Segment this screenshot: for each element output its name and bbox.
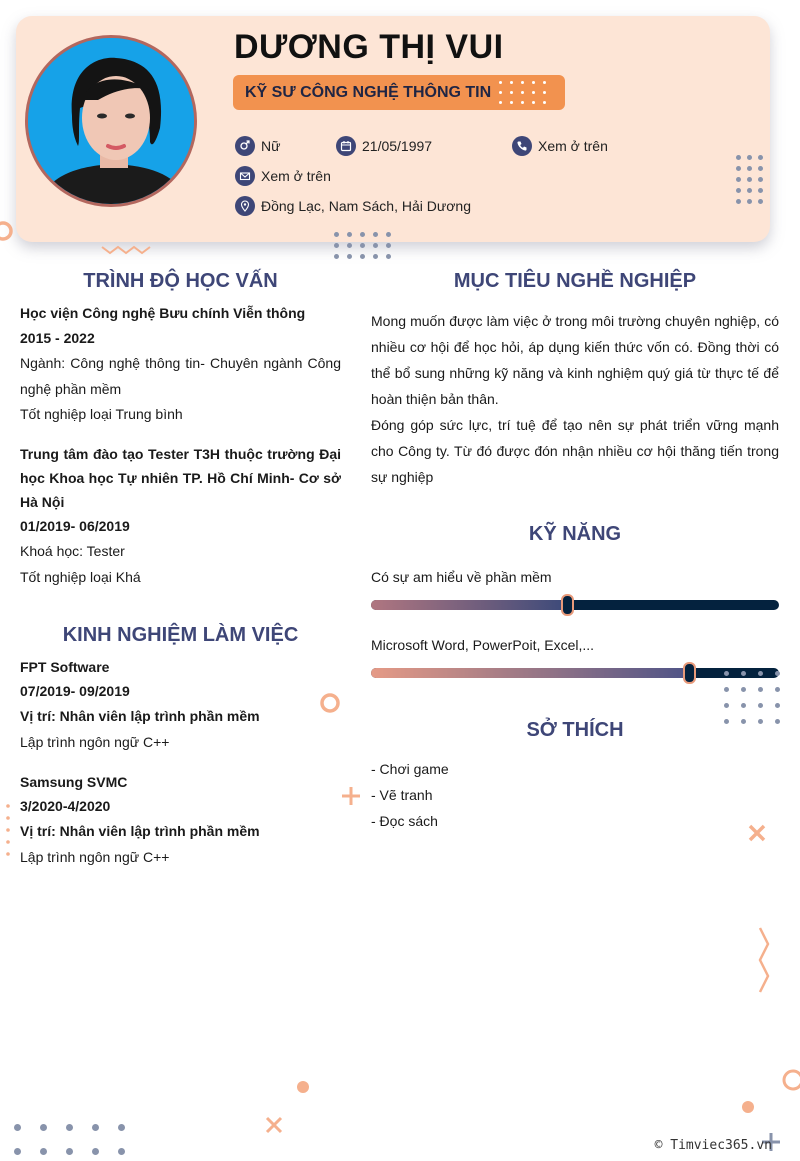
education-result-1: Tốt nghiệp loại Trung bình	[20, 406, 183, 422]
experience-period-1: 07/2019- 09/2019	[20, 683, 130, 699]
objective-heading: MỤC TIÊU NGHỀ NGHIỆP	[453, 270, 697, 292]
objective-paragraph-1: Mong muốn được làm việc ở trong môi trường chuyên nghiệp, có nhiều cơ hội để học hỏi, áp dụng kiến thức vốn có. Đồng thời có thể bổ sung những kỹ năng và kinh nghiệm quý giá từ thực tế để hoàn thiện bản thân.	[371, 313, 779, 407]
hobby-item-2: - Vẽ tranh	[371, 787, 433, 803]
education-result-2: Tốt nghiệp loại Khá	[20, 569, 141, 585]
education-school-2: Trung tâm đào tạo Tester T3H thuộc trường Đại học Khoa học Tự nhiên TP. Hồ Chí Minh- Cơ sở Hà Nội	[20, 446, 341, 510]
phone-value: Xem ở trên	[538, 138, 608, 154]
experience-company-1: FPT Software	[20, 659, 110, 675]
education-period-2: 01/2019- 06/2019	[20, 518, 130, 534]
experience-position-2: Vị trí: Nhân viên lập trình phần mềm	[20, 823, 260, 839]
email-value: Xem ở trên	[261, 168, 331, 184]
candidate-name: DƯƠNG THỊ VUI	[234, 28, 504, 66]
skills-heading: KỸ NĂNG	[528, 523, 622, 545]
hobbies-heading: SỞ THÍCH	[526, 719, 624, 741]
hobby-item-3: - Đọc sách	[371, 813, 438, 829]
skill-label-2: Microsoft Word, PowerPoit, Excel,...	[371, 637, 595, 653]
education-major-2: Khoá học: Tester	[20, 543, 125, 559]
experience-position-1: Vị trí: Nhân viên lập trình phần mềm	[20, 708, 260, 724]
objective-paragraph-2: Đóng góp sức lực, trí tuệ để tạo nên sự phát triển vững mạnh cho Công ty. Từ đó được đón nhận nhiều cơ hội thăng tiến trong sự nghiệp	[371, 417, 779, 485]
experience-description-1: Lập trình ngôn ngữ C++	[20, 734, 170, 750]
gender-value: Nữ	[261, 138, 281, 154]
footer-copyright: © Timviec365.vn	[654, 1138, 772, 1153]
education-heading: TRÌNH ĐỘ HỌC VẤN	[83, 270, 278, 292]
experience-heading: KINH NGHIỆM LÀM VIỆC	[62, 624, 299, 646]
education-major-1: Ngành: Công nghệ thông tin- Chuyên ngành Công nghệ phần mềm	[20, 355, 341, 397]
skill-label-1: Có sự am hiểu về phần mềm	[371, 569, 552, 585]
education-period-1: 2015 - 2022	[20, 330, 95, 346]
experience-description-2: Lập trình ngôn ngữ C++	[20, 849, 170, 865]
hobby-item-1: - Chơi game	[371, 761, 449, 777]
experience-period-2: 3/2020-4/2020	[20, 798, 111, 814]
address-value: Đồng Lạc, Nam Sách, Hải Dương	[261, 198, 471, 214]
experience-company-2: Samsung SVMC	[20, 774, 128, 790]
education-school-1: Học viện Công nghệ Bưu chính Viễn thông	[20, 305, 306, 321]
birthdate-value: 21/05/1997	[362, 138, 433, 154]
job-title: KỸ SƯ CÔNG NGHỆ THÔNG TIN	[245, 84, 492, 101]
